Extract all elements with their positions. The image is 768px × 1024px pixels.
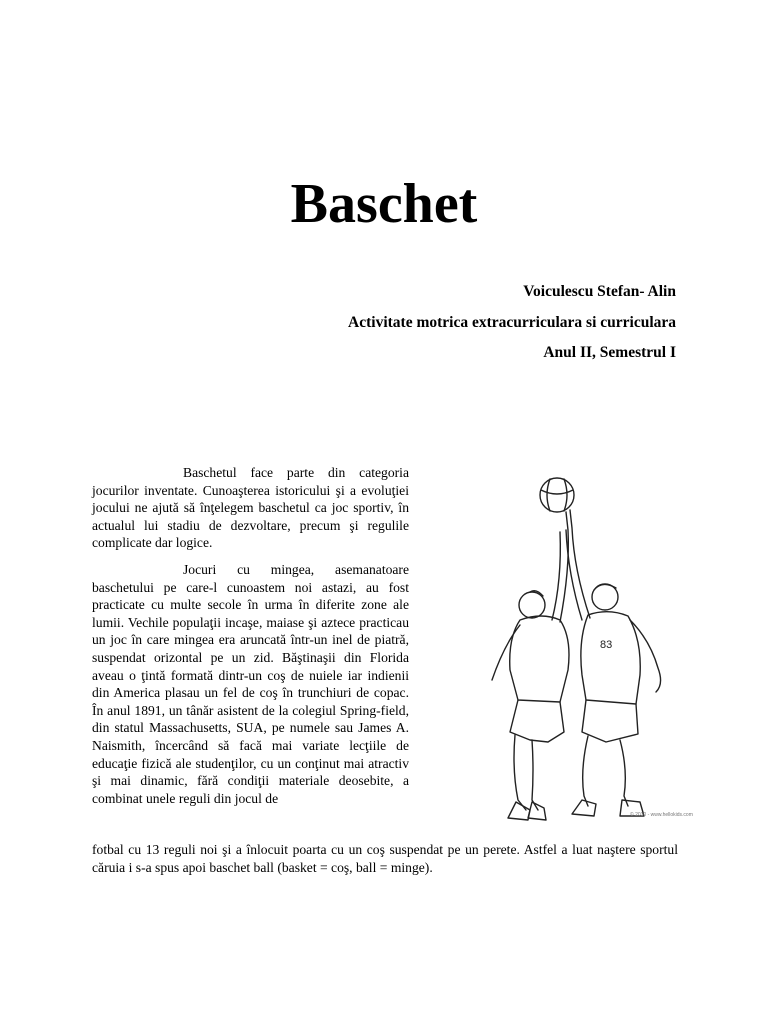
basketball-players-illustration	[460, 470, 730, 830]
paragraph-intro: Baschetul face parte din categoria jocurilor inventate. Cunoaşterea istoricului şi a evoluţiei jocului ne ajută să înţelegem baschetul ca joc sportiv, în actualul lui stadiu de dezvoltare, precum şi regulile complicate dar logice.	[92, 465, 409, 551]
paragraph-history: Jocuri cu mingea, asemanatoare baschetului pe care-l cunoastem noi astazi, au fost practicate cu multe secole în urma în diferite zone ale lumii. Vechile populaţii incaşe, maiase şi aztece practicau un joc în care mingea era aruncată într-un inel de piatră, suspendat orizontal pe un zid. Băştinaşii din Florida aveau o ţintă formată dintr-un coş de nuiele iar indienii din America plasau un fel de coş în trunchiuri de copac. În anul 1891, un tânăr asistent de la colegiul Spring-field, din statul Massachusetts, SUA, pe numele sau James A. Naismith, încercând să facă mai variate lecţiile de educaţie fizică ale studenţilor, cu un conţinut mai atractiv şi mai dinamic, fără condiţii materiale deosebite, a combinat unele reguli din jocul de	[92, 561, 409, 806]
course-name: Activitate motrica extracurriculara si curriculara	[348, 314, 676, 331]
players-drawing	[460, 470, 730, 830]
author-name: Voiculescu Stefan- Alin	[523, 283, 676, 300]
term-label: Anul II, Semestrul I	[543, 344, 676, 361]
jersey-number: 83	[600, 639, 613, 651]
basketball-ball	[540, 478, 574, 512]
text-column	[92, 464, 409, 807]
illustration-credit: © 2010 - www.hellokids.com	[630, 812, 693, 818]
player-left	[492, 512, 569, 820]
document-title: Baschet	[290, 173, 478, 235]
player-right	[566, 510, 661, 816]
paragraph-continuation: fotbal cu 13 reguli noi şi a înlocuit poarta cu un coş suspendat pe un perete. Astfel a luat naştere sportul căruia i s-a spus apoi baschet ball (basket = coş, ball = minge).	[92, 842, 678, 875]
